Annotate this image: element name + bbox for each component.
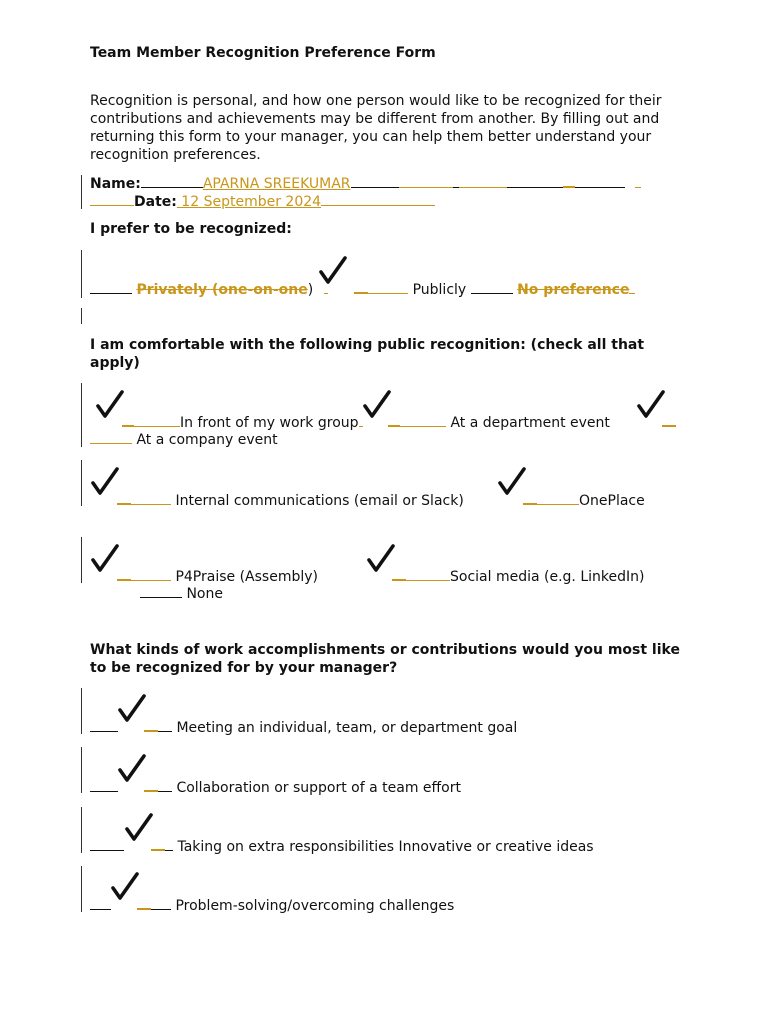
margin-bar [81,175,82,209]
margin-bar [81,383,82,447]
public-row-3b [392,567,644,585]
prefer-blank-2 [324,281,328,294]
name-blank [141,175,203,188]
public-blank-4b [131,492,171,505]
option-p4praise[interactable]: P4Praise (Assembly) [175,569,318,585]
prefer-blank-5 [471,281,513,294]
acc-blank-1a [90,719,118,732]
name-line [90,174,641,192]
public-row-1 [122,413,363,431]
option-internal-comms[interactable]: Internal communications (email or Slack) [175,493,464,509]
public-blank-6b [131,568,171,581]
option-work-group[interactable]: In front of my work group [180,415,359,431]
public-row-1d [90,431,278,448]
public-row-1c [662,413,676,431]
accomplishment-row [90,718,517,736]
option-publicly[interactable]: Publicly [412,282,467,298]
date-blank-trail [321,193,435,206]
public-blank-7b [406,568,450,581]
acc-blank-3a [90,838,124,851]
accomplishment-row [90,778,461,796]
name-blank-3 [399,175,453,188]
margin-bar [81,688,82,734]
acc-blank-1c [158,719,172,732]
option-none[interactable]: None [186,586,223,602]
acc-blank-4b [137,896,151,910]
name-blank-8 [575,175,625,188]
prefer-blank-4 [368,281,408,294]
public-blank-7a [392,567,406,581]
public-blank-5a [523,491,537,505]
form-title: Team Member Recognition Preference Form [90,45,436,61]
accomplishment-row [90,896,454,914]
margin-bar [81,807,82,853]
public-blank-8 [140,585,182,598]
acc-blank-2b [144,778,158,792]
public-blank-2b [400,414,446,427]
date-line [90,193,435,210]
accomplishment-row [90,837,594,855]
accomplishment-collaboration[interactable]: Collaboration or support of a team effort [176,780,461,796]
option-no-preference[interactable]: No preference [517,282,630,298]
public-heading: I am comfortable with the following public recognition: (check all that apply) [90,337,645,371]
option-company-event[interactable]: At a company event [136,432,278,448]
public-row-3c [140,585,223,602]
option-department-event[interactable]: At a department event [450,415,610,431]
name-label: Name: [90,176,141,192]
acc-blank-4c [151,897,171,910]
margin-bar [81,866,82,912]
public-blank-1c [359,414,363,427]
public-blank-4a [117,491,131,505]
option-privately-close: ) [307,282,314,298]
acc-blank-1b [144,718,158,732]
name-blank-2 [351,175,399,188]
name-blank-9 [635,175,641,188]
public-blank-6a [117,567,131,581]
prefer-blank-6 [629,281,635,294]
public-blank-2a [388,413,400,427]
acc-blank-4a [90,897,111,910]
margin-bar [81,250,82,298]
accomplishment-goal[interactable]: Meeting an individual, team, or department goal [176,720,518,736]
option-social-media[interactable]: Social media (e.g. LinkedIn) [450,569,645,585]
option-oneplace[interactable]: OnePlace [579,493,645,509]
prefer-blank-1 [90,281,132,294]
margin-bar [81,537,82,583]
date-blank-lead [90,193,134,206]
margin-bar [81,747,82,793]
public-blank-5b [537,492,579,505]
public-row-2b [523,491,645,509]
public-blank-1b [134,414,180,427]
acc-blank-2c [158,779,172,792]
margin-bar [81,460,82,506]
accomplishments-heading: What kinds of work accomplishments or contributions would you most like to be recognized for by your manager? [90,642,680,676]
prefer-options [90,280,635,298]
public-row-3 [117,567,318,585]
public-blank-3b [90,431,132,444]
accomplishment-extra-responsibilities[interactable]: Taking on extra responsibilities Innovative or creative ideas [177,839,594,855]
date-label: Date: [134,194,177,210]
acc-blank-3b [151,837,165,851]
name-blank-6 [507,175,563,188]
checkmark-icon[interactable] [90,543,120,575]
name-blank-7 [563,174,575,188]
prefer-heading: I prefer to be recognized: [90,221,292,237]
margin-bar [81,308,82,324]
prefer-blank-3 [354,280,368,294]
public-blank-1a [122,413,134,427]
option-privately[interactable]: Privately (one-on-one [136,282,308,298]
accomplishment-problem-solving[interactable]: Problem-solving/overcoming challenges [175,898,455,914]
public-row-2 [117,491,464,509]
acc-blank-2a [90,779,118,792]
name-blank-5 [459,175,507,188]
form-intro: Recognition is personal, and how one person would like to be recognized for their contributions and achievements may be different from another. By filling out and returning this form to your manager, you can help them better understand your recognition preferences. [90,93,662,163]
checkmark-icon[interactable] [90,466,120,498]
date-field[interactable]: 12 September 2024 [176,194,322,210]
checkmark-icon[interactable] [95,389,125,421]
acc-blank-3c [165,838,173,851]
name-field[interactable]: APARNA SREEKUMAR [202,176,351,192]
public-row-1b [388,413,610,431]
public-blank-3a [662,413,676,427]
